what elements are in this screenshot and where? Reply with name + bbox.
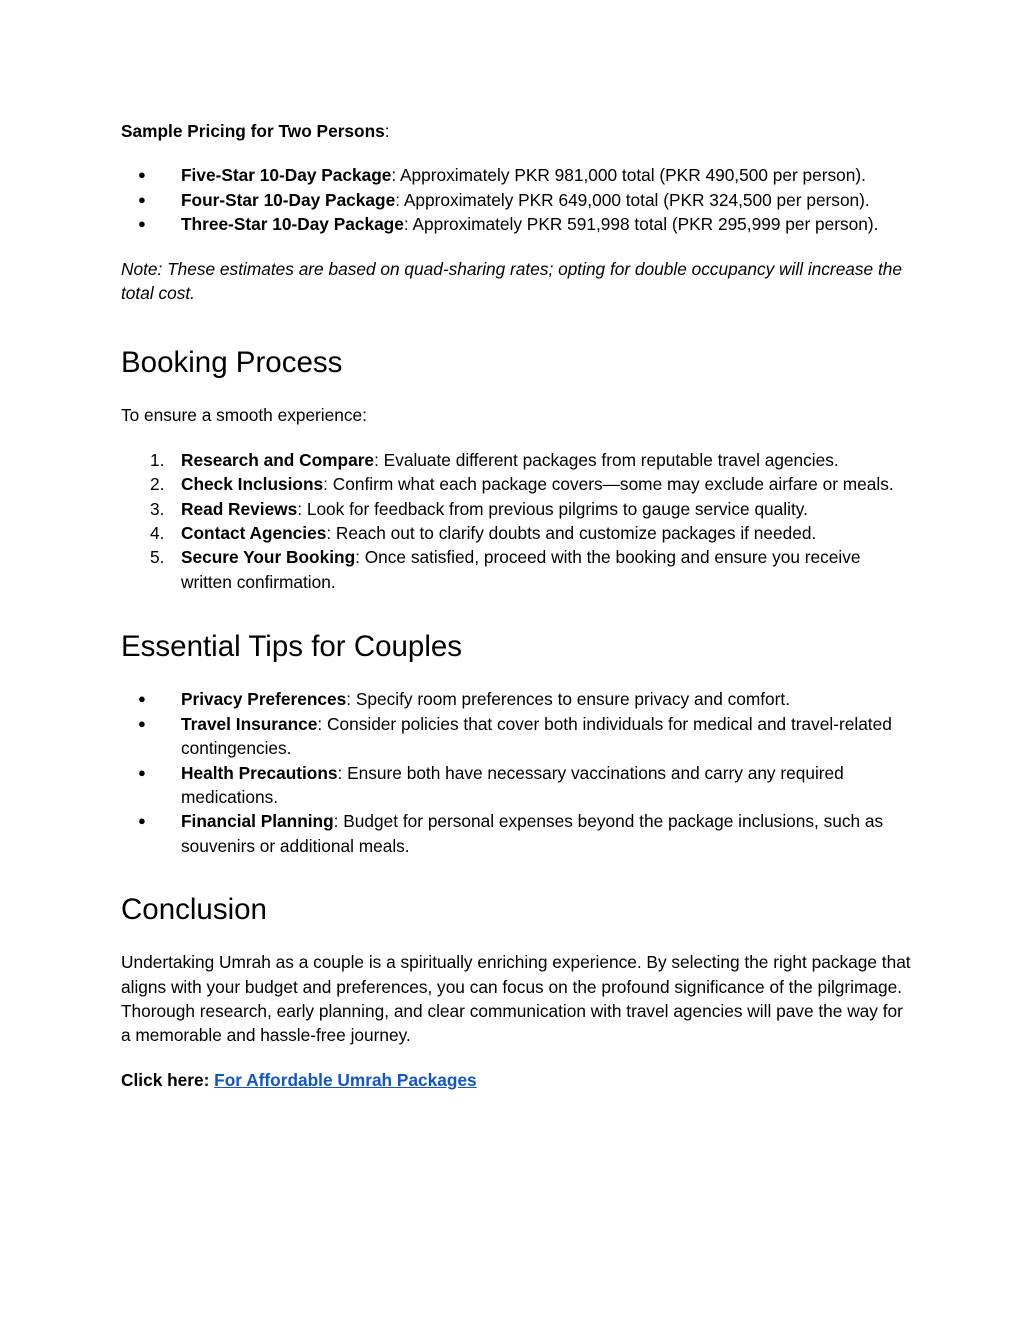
- list-item: 5. Secure Your Booking: Once satisfied, proceed with the booking and ensure you receive written confirmation.: [150, 547, 861, 592]
- list-item: 4. Contact Agencies: Reach out to clarify doubts and customize packages if needed.: [121, 521, 911, 545]
- step-number: 2.: [150, 474, 165, 495]
- list-item: 3. Read Reviews: Look for feedback from previous pilgrims to gauge service quality.: [121, 497, 911, 521]
- booking-heading: Booking Process: [121, 346, 343, 380]
- list-item: ● Travel Insurance: Consider policies that cover both individuals for medical and travel-related contingencies.: [121, 712, 911, 761]
- list-item: ● Five-Star 10-Day Package: Approximately PKR 981,000 total (PKR 490,500 per person).: [121, 163, 911, 187]
- conclusion-heading: Conclusion: [121, 893, 267, 927]
- step-number: 5.: [150, 547, 165, 568]
- step-number: 3.: [150, 498, 165, 519]
- booking-steps: [121, 448, 911, 594]
- booking-intro: To ensure a smooth experience:: [121, 405, 367, 426]
- click-here-label: Click here:: [121, 1069, 215, 1090]
- click-here-line: [121, 1068, 911, 1092]
- list-item: ● Four-Star 10-Day Package: Approximately PKR 649,000 total (PKR 324,500 per person).: [121, 188, 911, 212]
- list-item: ● Financial Planning: Budget for personal expenses beyond the package inclusions, such as souvenirs or additional meals.: [121, 809, 911, 858]
- pricing-heading: Sample Pricing for Two Persons:: [121, 121, 390, 141]
- document-page: [121, 119, 911, 1092]
- step-number: 4.: [150, 523, 165, 544]
- list-item: ● Health Precautions: Ensure both have necessary vaccinations and carry any required medications.: [121, 761, 911, 810]
- list-item: ● Three-Star 10-Day Package: Approximately PKR 591,998 total (PKR 295,999 per person).: [121, 212, 911, 236]
- tips-list: [121, 687, 911, 858]
- affordable-packages-link[interactable]: For Affordable Umrah Packages: [214, 1069, 477, 1090]
- conclusion-body: Undertaking Umrah as a couple is a spiritually enriching experience. By selecting the right package that aligns with your budget and preferences, you can focus on the profound significance of the pilgrimage. Thorough research, early planning, and clear communication with travel agencies will pave the way for a memorable and hassle-free journey.: [121, 952, 911, 1046]
- list-item: 1. Research and Compare: Evaluate different packages from reputable travel agencies.: [121, 448, 911, 472]
- pricing-note: Note: These estimates are based on quad-sharing rates; opting for double occupancy will increase the total cost.: [121, 258, 902, 304]
- tips-heading: Essential Tips for Couples: [121, 630, 463, 664]
- list-item: ● Privacy Preferences: Specify room preferences to ensure privacy and comfort.: [121, 687, 911, 711]
- step-number: 1.: [150, 449, 165, 470]
- list-item: 2. Check Inclusions: Confirm what each package covers—some may exclude airfare or meals.: [121, 472, 911, 496]
- pricing-list: [121, 163, 911, 236]
